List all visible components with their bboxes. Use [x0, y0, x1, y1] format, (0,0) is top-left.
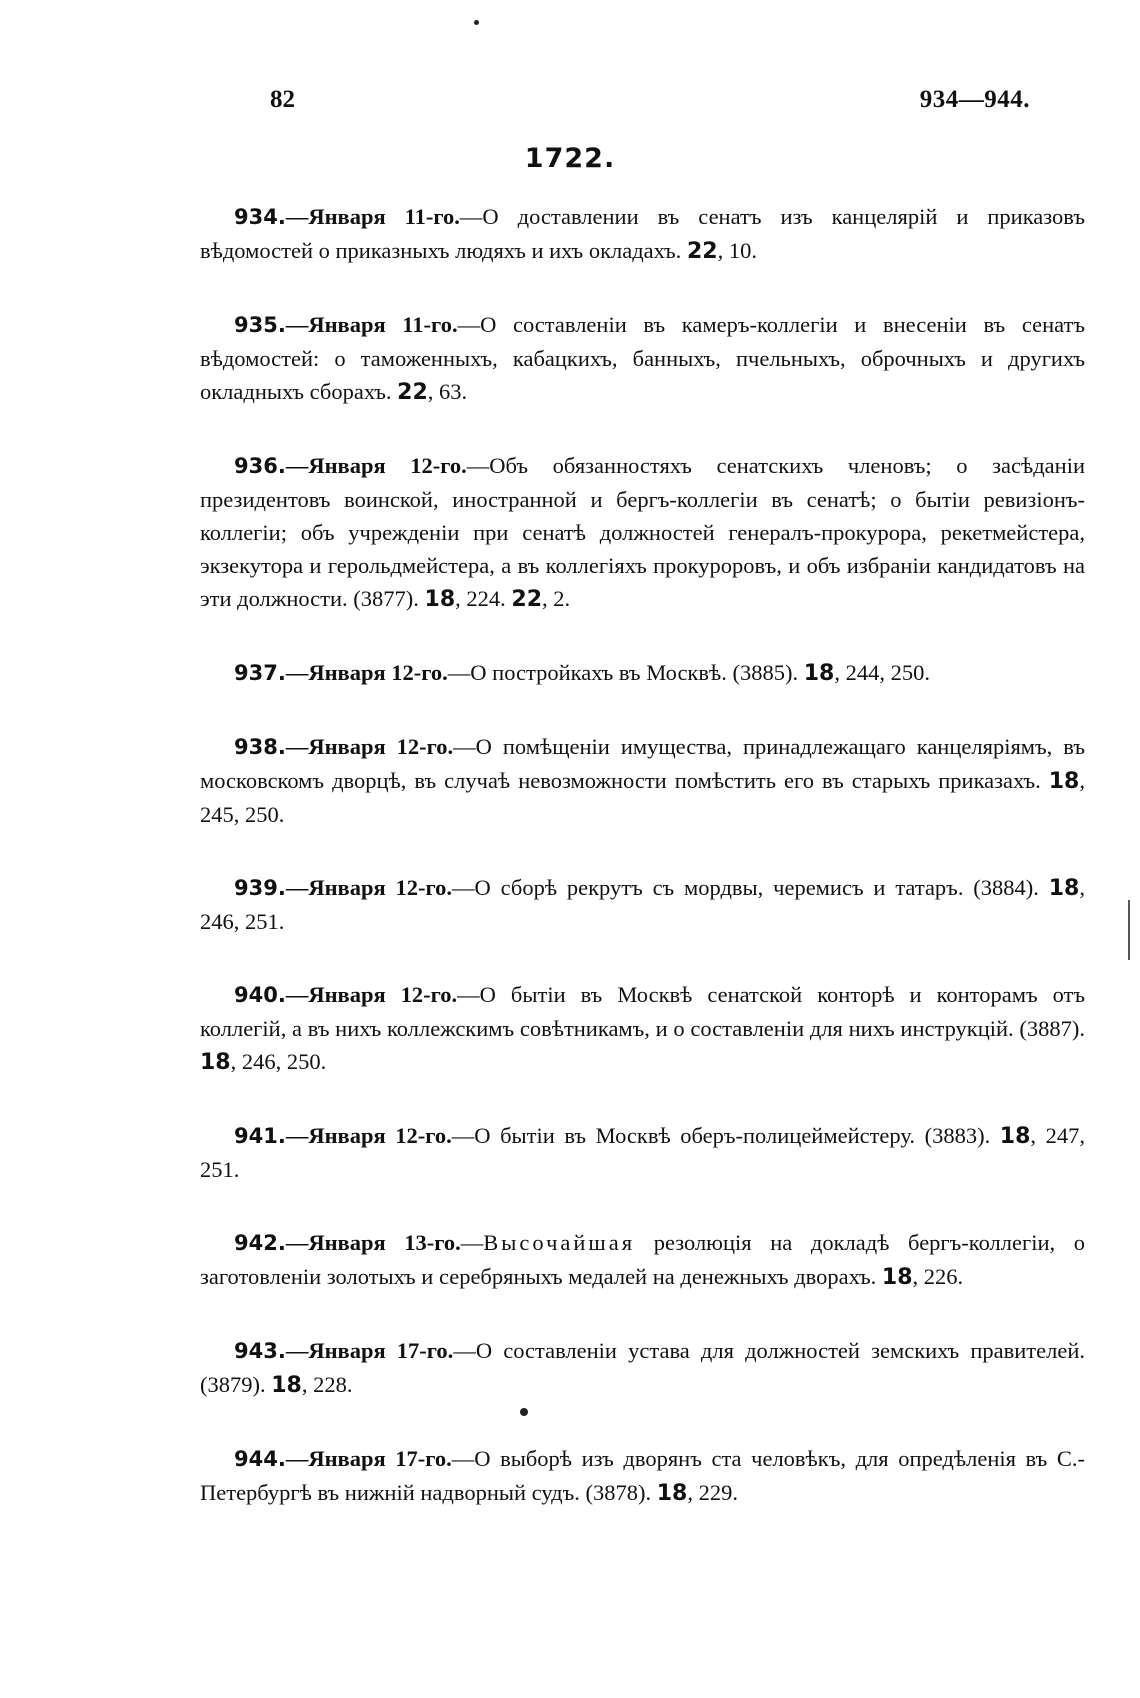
entry-943 [200, 1334, 1085, 1402]
entry-text: —О бытіи въ Москвѣ сенатской конторѣ и конторамъ отъ коллегій, а въ нихъ коллежскимъ совѣтникамъ, и о составленіи для нихъ инструкцій. (3887). [200, 982, 1086, 1041]
entry-number: 934. [234, 205, 286, 229]
entry-number: 937. [234, 661, 286, 685]
entry-date: —Января 11-го. [285, 204, 460, 229]
volume-reference: 18 [200, 1050, 231, 1075]
page-reference: , 247, 251. [200, 1123, 1086, 1182]
page-reference: , 224. [455, 586, 512, 611]
ink-speck-top [474, 20, 479, 25]
entry-text: —О составленіи устава для должностей земскихъ правителей. (3879). [200, 1338, 1085, 1397]
entry-date: —Января 12-го. [285, 453, 467, 478]
entry-date: —Января 11-го. [285, 312, 458, 337]
entry-number: 944. [234, 1447, 286, 1471]
entry-date: —Января 13-го. [285, 1230, 461, 1255]
entry-text: — [460, 1230, 484, 1255]
entry-number: 938. [234, 735, 286, 759]
entry-942 [200, 1226, 1085, 1294]
entry-text: —Объ обязанностяхъ сенатскихъ членовъ; о засѣданіи президентовъ воинской, иностранной и бергъ-коллегіи въ сенатѣ; о бытіи ревизіонъ-коллегіи; объ учрежденіи при сенатѣ должностей генералъ-прокурора, рекетмейстера, экзекутора и герольдмейстера, а въ коллегіяхъ прокуроровъ, и объ избраніи кандидатовъ на эти должности. (3877). [200, 453, 1085, 611]
entry-936 [200, 449, 1085, 616]
volume-reference: 18 [803, 661, 835, 686]
volume-reference: 22 [686, 239, 718, 264]
entry-text: —О составленіи въ камеръ-коллегіи и внесеніи въ сенатъ вѣдомостей: о таможенныхъ, кабацкихъ, банныхъ, пчельныхъ, оброчныхъ и другихъ окладныхъ сборахъ. [200, 312, 1085, 404]
entry-text: —О помѣщеніи имущества, принадлежащаго канцеляріямъ, въ московскомъ дворцѣ, въ случаѣ невозможности помѣстить его въ старыхъ приказахъ. [200, 734, 1085, 793]
page-reference: , 246, 251. [200, 875, 1085, 934]
entry-range: 934—944. [919, 86, 1030, 113]
entry-text: —О выборѣ изъ дворянъ ста человѣкъ, для опредѣленія въ С.-Петербургѣ въ нижній надворный судъ. (3878). [200, 1446, 1085, 1505]
entry-spaced-text: Высочайшая [483, 1230, 636, 1255]
entry-text: —О бытіи въ Москвѣ оберъ-полицеймейстеру. (3883). [451, 1123, 1000, 1148]
entry-number: 940. [234, 983, 286, 1007]
volume-reference: 18 [424, 587, 456, 612]
entry-date: —Января 17-го. [285, 1338, 454, 1363]
entry-941 [200, 1119, 1085, 1186]
page-reference: , 2. [542, 586, 571, 611]
entry-940 [200, 978, 1085, 1079]
volume-reference: 18 [1048, 769, 1080, 794]
entry-date: —Января 12-го. [285, 1123, 452, 1148]
volume-reference: 22 [397, 380, 428, 405]
entry-number: 943. [234, 1339, 286, 1363]
entry-number: 936. [234, 454, 286, 478]
entry-934 [200, 200, 1085, 268]
entry-938 [200, 730, 1085, 831]
page-reference: , 228. [301, 1372, 353, 1397]
volume-reference: 18 [1048, 876, 1080, 901]
page-reference: , 226. [912, 1264, 964, 1289]
entry-935 [200, 308, 1085, 409]
entry-date: —Января 12-го. [285, 875, 453, 900]
edge-mark [1128, 900, 1130, 960]
entry-text: —О постройкахъ въ Москвѣ. (3885). [447, 660, 804, 685]
entry-number: 941. [234, 1124, 286, 1148]
page-reference: , 63. [427, 379, 468, 404]
entry-939 [200, 871, 1085, 938]
volume-reference: 22 [511, 587, 543, 612]
entry-date: —Января 12-го. [285, 982, 458, 1007]
entry-944 [200, 1442, 1085, 1510]
entry-number: 935. [234, 313, 286, 337]
page-reference: , 10. [717, 238, 757, 263]
volume-reference: 18 [656, 1481, 688, 1506]
running-header [270, 86, 1030, 126]
volume-reference: 18 [999, 1124, 1031, 1149]
year-heading: 1722. [524, 143, 616, 174]
page-reference: , 246, 250. [230, 1049, 327, 1074]
page-number: 82 [270, 86, 295, 113]
entry-number: 939. [234, 876, 286, 900]
entry-text: —О сборѣ рекрутъ съ мордвы, черемисъ и татаръ. (3884). [452, 875, 1049, 900]
entry-text: —О доставлении въ сенатъ изъ канцелярій и приказовъ вѣдомостей о приказныхъ людяхъ и ихъ окладахъ. [200, 204, 1085, 263]
entry-937 [200, 656, 1085, 690]
volume-reference: 18 [271, 1373, 302, 1398]
entry-number: 942. [234, 1231, 286, 1255]
entry-date: —Января 12-го. [285, 734, 454, 759]
page-reference: , 245, 250. [200, 768, 1085, 827]
page-reference: , 244, 250. [834, 660, 930, 685]
volume-reference: 18 [881, 1265, 913, 1290]
entry-text-continued: резолюція на докладѣ бергъ-коллегіи, о заготовленіи золотыхъ и серебряныхъ медалей на денежныхъ дворахъ. [200, 1230, 1086, 1289]
page-reference: , 229. [687, 1480, 738, 1505]
entry-date: —Января 12-го. [285, 660, 448, 685]
entries-list [200, 200, 1085, 1550]
entry-date: —Января 17-го. [285, 1446, 452, 1471]
